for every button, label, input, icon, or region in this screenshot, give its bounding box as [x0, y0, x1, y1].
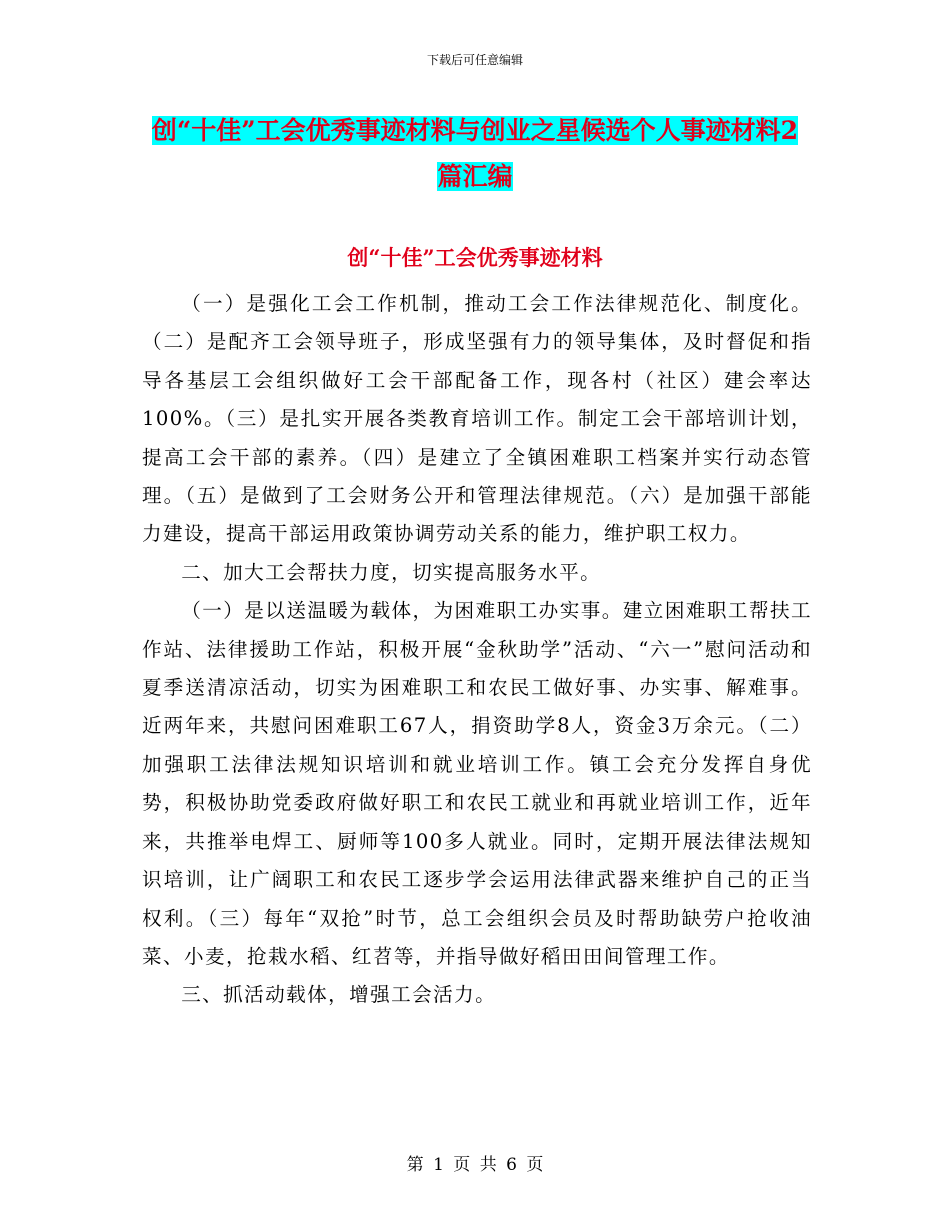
- paragraph: （一）是强化工会工作机制，推动工会工作法律规范化、制度化。（二）是配齐工会领导班子，形成坚强有力的领导集体，及时督促和指导各基层工会组织做好工会干部配备工作，现各村（社区）建会率达100%。（三）是扎实开展各类教育培训工作。制定工会干部培训计划，提高工会干部的素养。（四）是建立了全镇困难职工档案并实行动态管理。（五）是做到了工会财务公开和管理法律规范。（六）是加强干部能力建设，提高干部运用政策协调劳动关系的能力，维护职工权力。: [142, 292, 812, 546]
- page-number-footer: 第 1 页 共 6 页: [406, 1155, 544, 1175]
- document-title: [140, 108, 810, 200]
- paragraph: （一）是以送温暖为载体，为困难职工办实事。建立困难职工帮扶工作站、法律援助工作站，积极开展“金秋助学”活动、“六一”慰问活动和夏季送清凉活动，切实为困难职工和农民工做好事、办实事、解难事。近两年来，共慰问困难职工67人，捐资助学8人，资金3万余元。（二）加强职工法律法规知识培训和就业培训工作。镇工会充分发挥自身优势，积极协助党委政府做好职工和农民工就业和再就业培训工作，近年来，共推举电焊工、厨师等100多人就业。同时，定期开展法律法规知识培训，让广阔职工和农民工逐步学会运用法律武器来维护自己的正当权利。（三）每年“双抢”时节，总工会组织会员及时帮助缺劳户抢收油菜、小麦，抢栽水稻、红苕等，并指导做好稻田田间管理工作。: [142, 599, 812, 968]
- section-title: 创“十佳”工会优秀事迹材料: [347, 245, 603, 270]
- page-header-note: 下载后可任意编辑: [426, 53, 523, 67]
- paragraph: 三、抓活动载体，增强工会活力。: [181, 983, 497, 1007]
- paragraph: 二、加大工会帮扶力度，切实提高服务水平。: [181, 560, 602, 584]
- document-title-text: 创“十佳”工会优秀事迹材料与创业之星候选个人事迹材料2篇汇编: [151, 116, 799, 191]
- document-body: [142, 285, 812, 1015]
